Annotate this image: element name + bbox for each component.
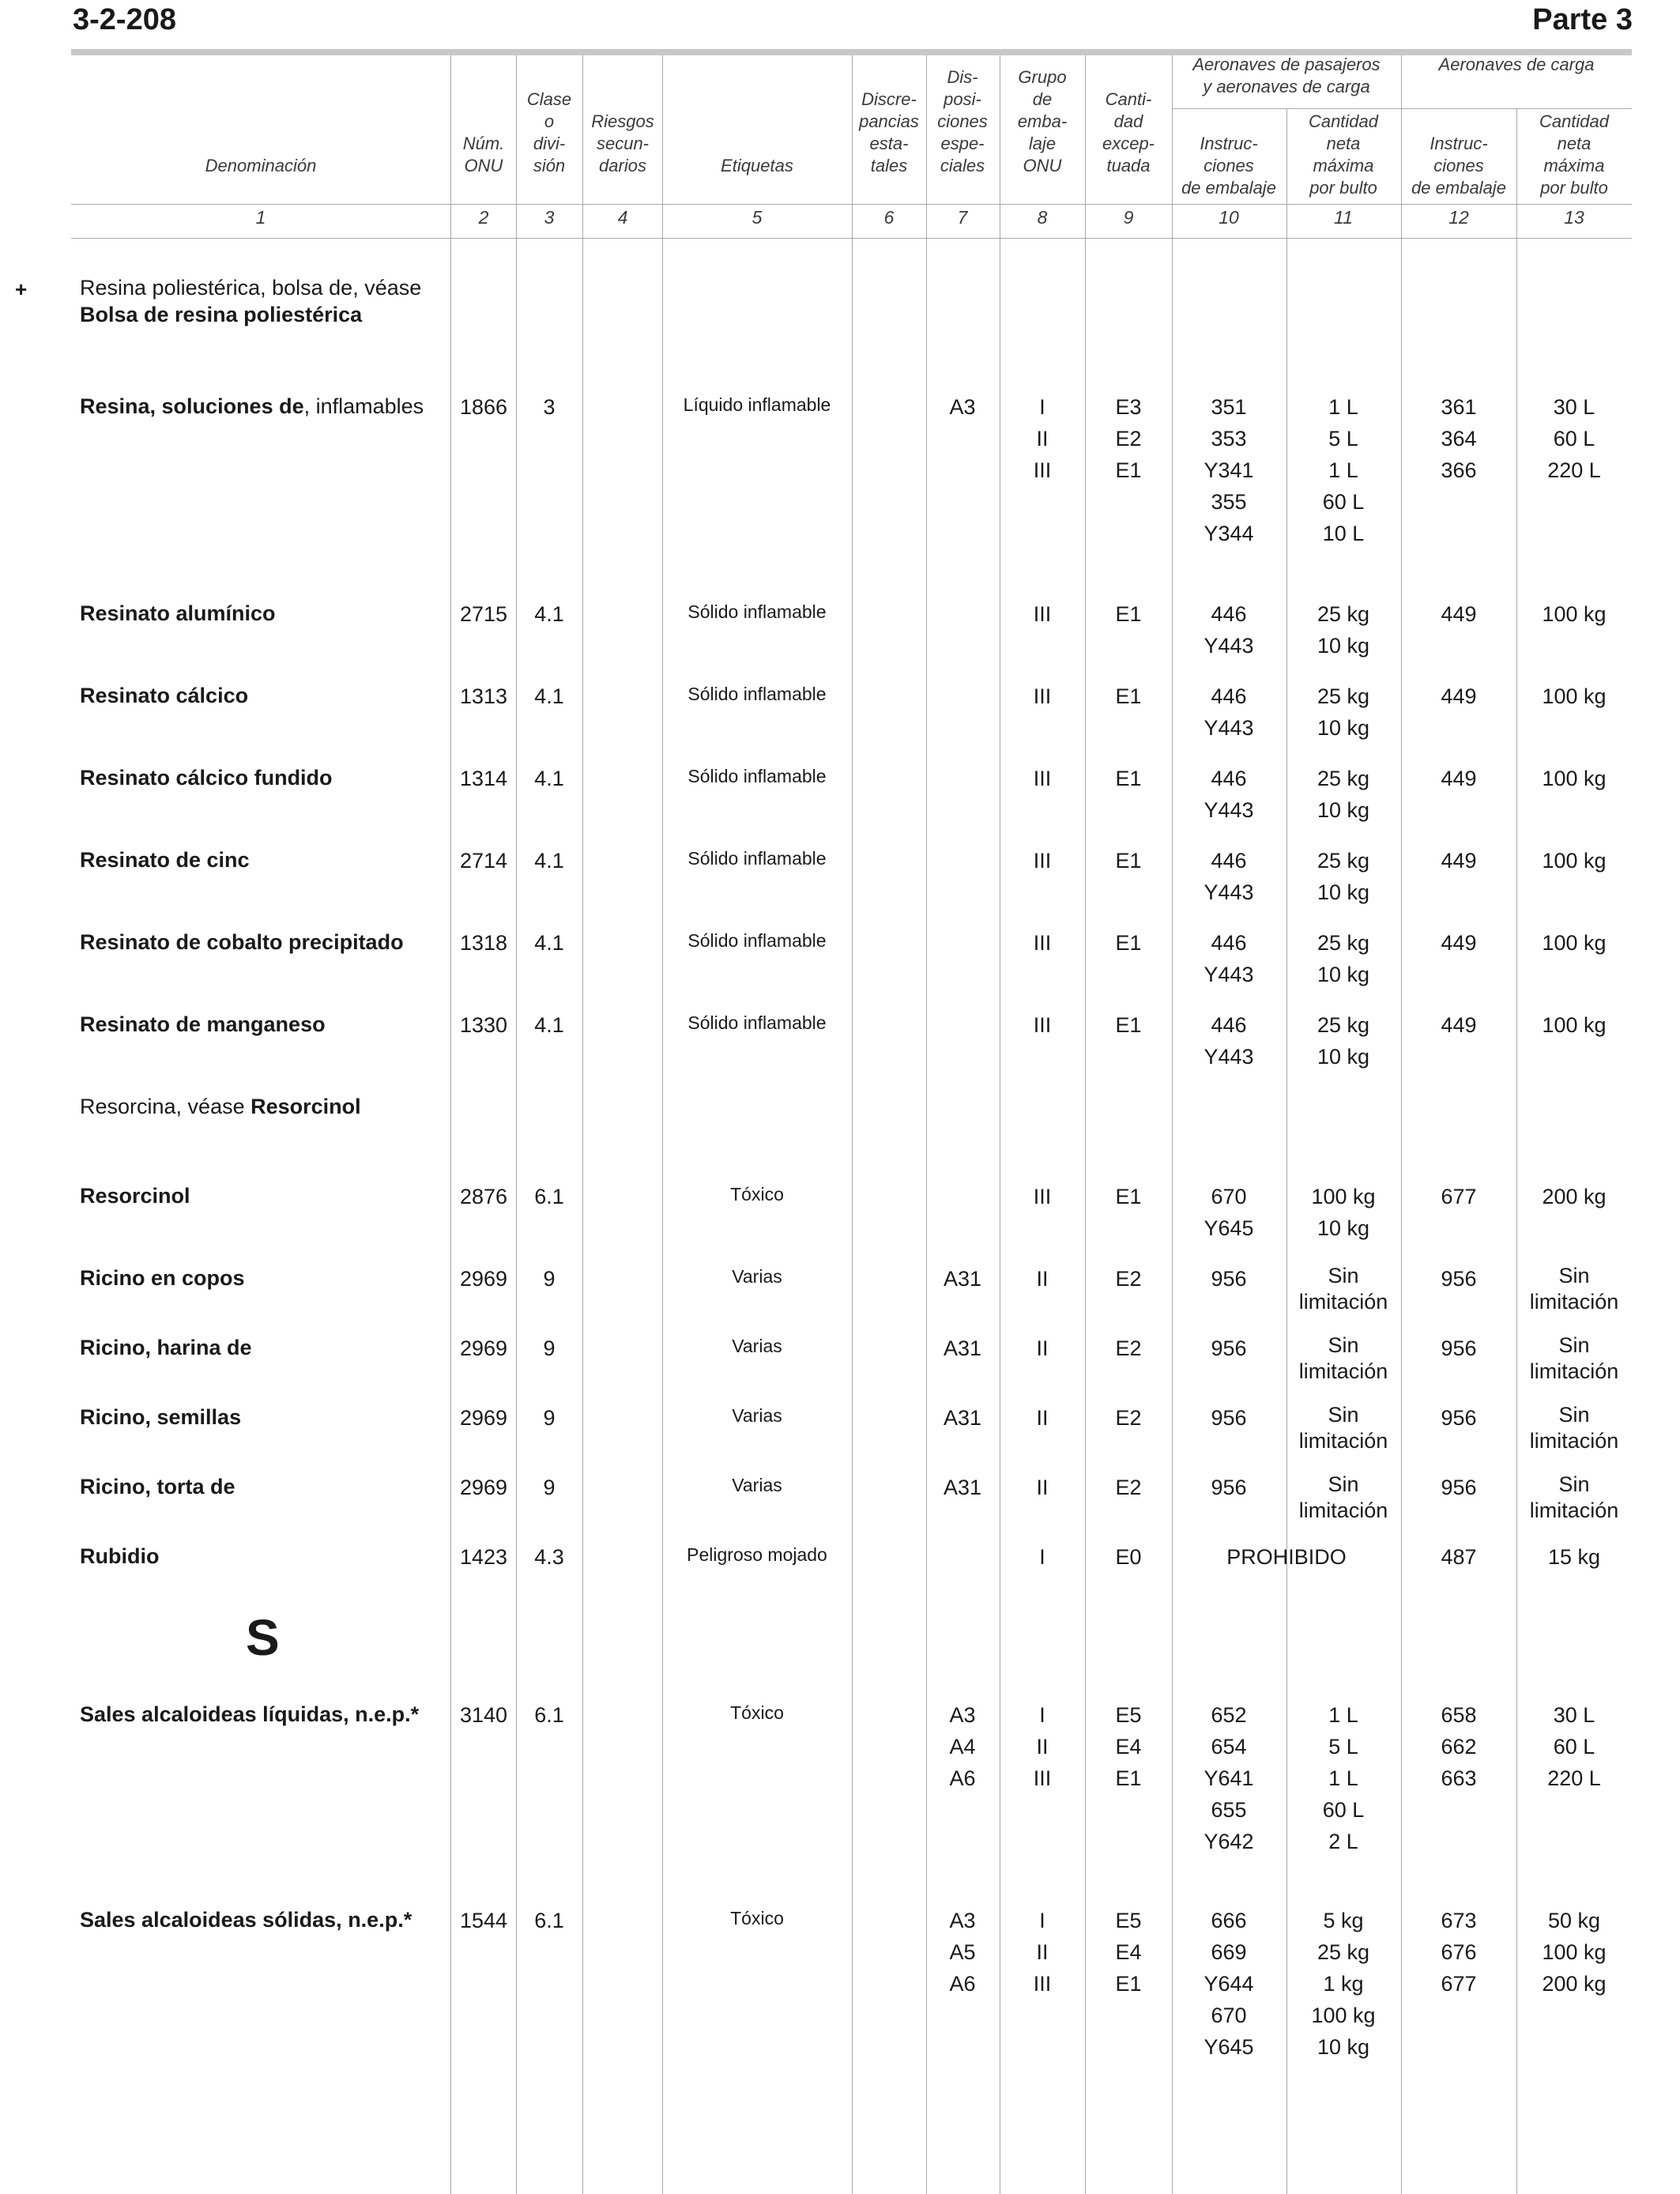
passenger-max-quantity: 25 kg 10 kg — [1317, 602, 1370, 658]
label: Varias — [732, 1475, 782, 1495]
header-c3: Clase o divi- sión — [526, 89, 572, 175]
column-number: 5 — [751, 207, 763, 228]
packing-group: II — [1036, 1267, 1049, 1291]
packing-group: I II III — [1033, 1703, 1052, 1790]
label: Tóxico — [730, 1702, 784, 1723]
passenger-max-quantity: Sin limitación — [1298, 1333, 1388, 1383]
cargo-max-quantity: 100 kg — [1542, 849, 1607, 873]
label: Líquido inflamable — [683, 394, 831, 415]
passenger-max-quantity: Sin limitación — [1298, 1264, 1388, 1314]
passenger-max-quantity: 25 kg 10 kg — [1317, 684, 1370, 740]
un-number: 2715 — [459, 602, 508, 626]
class-division: 6.1 — [534, 1703, 564, 1727]
passenger-max-quantity: 25 kg 10 kg — [1317, 931, 1370, 986]
label: Varias — [732, 1405, 782, 1426]
cargo-max-quantity: 100 kg — [1542, 602, 1607, 626]
excepted-quantity: E1 — [1115, 602, 1142, 626]
header-c13: Cantidad neta máxima por bulto — [1539, 111, 1610, 198]
cargo-packing-instruction: 449 — [1441, 1013, 1477, 1037]
class-division: 6.1 — [534, 1185, 564, 1208]
excepted-quantity: E2 — [1115, 1267, 1142, 1291]
special-provisions: A3 A5 A6 — [949, 1909, 976, 1996]
row-divider — [71, 204, 1632, 205]
passenger-packing-instruction: 956 — [1211, 1336, 1247, 1360]
un-number: 1866 — [459, 395, 508, 419]
packing-group: I II III — [1033, 1909, 1052, 1996]
label: Peligroso mojado — [687, 1544, 827, 1565]
column-divider — [1401, 55, 1402, 2194]
label: Sólido inflamable — [687, 930, 827, 951]
special-provisions: A31 — [943, 1267, 982, 1291]
packing-group: II — [1036, 1406, 1049, 1430]
header-c1: Denominación — [205, 156, 317, 175]
substance-name: Resinato cálcico fundido — [80, 766, 333, 790]
passenger-packing-instruction: 446 Y443 — [1203, 684, 1254, 740]
cargo-packing-instruction: 677 — [1441, 1185, 1477, 1208]
cargo-packing-instruction: 361 364 366 — [1441, 395, 1477, 482]
substance-name: Ricino, semillas — [80, 1405, 242, 1429]
cargo-packing-instruction: 956 — [1441, 1406, 1477, 1430]
class-division: 9 — [543, 1476, 556, 1499]
excepted-quantity: E1 — [1115, 684, 1142, 708]
substance-name: Resinato de cinc — [80, 848, 250, 872]
cargo-max-quantity: Sin limitación — [1529, 1472, 1619, 1522]
substance-name: Resorcina, véase Resorcinol — [80, 1095, 361, 1118]
class-division: 9 — [543, 1406, 556, 1430]
substance-name: Sales alcaloideas sólidas, n.e.p.* — [80, 1908, 412, 1932]
un-number: 1544 — [459, 1909, 508, 1932]
header-c6: Discre- pancias esta- tales — [859, 89, 919, 175]
cargo-packing-instruction: 673 676 677 — [1441, 1909, 1477, 1996]
prohibited: PROHIBIDO — [1226, 1545, 1347, 1569]
section-letter: S — [246, 1609, 280, 1666]
packing-group: I — [1039, 1545, 1045, 1569]
cargo-packing-instruction: 956 — [1441, 1336, 1477, 1360]
excepted-quantity: E2 — [1115, 1336, 1142, 1360]
substance-name: Resinato de cobalto precipitado — [80, 930, 404, 954]
passenger-max-quantity: 25 kg 10 kg — [1317, 767, 1370, 822]
label: Varias — [732, 1266, 782, 1287]
excepted-quantity: E0 — [1115, 1545, 1142, 1569]
passenger-packing-instruction: 956 — [1211, 1267, 1247, 1291]
label: Tóxico — [730, 1184, 784, 1204]
special-provisions: A31 — [943, 1406, 982, 1430]
header-c7: Dis- posi- ciones espe- ciales — [937, 67, 988, 175]
un-number: 2969 — [459, 1476, 508, 1499]
un-number: 1318 — [459, 931, 508, 955]
cargo-packing-instruction: 449 — [1441, 684, 1477, 708]
special-provisions: A31 — [943, 1336, 982, 1360]
label: Sólido inflamable — [687, 1012, 827, 1033]
column-number: 13 — [1564, 207, 1584, 228]
column-number: 6 — [883, 207, 895, 228]
header-c12: Instruc- ciones de embalaje — [1411, 134, 1506, 198]
excepted-quantity: E1 — [1115, 849, 1142, 873]
passenger-packing-instruction: 956 — [1211, 1406, 1247, 1430]
packing-group: III — [1033, 602, 1052, 626]
passenger-packing-instruction: 956 — [1211, 1476, 1247, 1499]
header-cargo-group: Aeronaves de carga — [1438, 55, 1595, 74]
passenger-packing-instruction: 652 654 Y641 655 Y642 — [1203, 1703, 1254, 1853]
excepted-quantity: E5 E4 E1 — [1115, 1909, 1142, 1996]
column-number: 7 — [957, 207, 968, 228]
packing-group: III — [1033, 767, 1052, 790]
passenger-max-quantity: 1 L 5 L 1 L 60 L 10 L — [1322, 395, 1365, 545]
column-number: 9 — [1123, 207, 1134, 228]
column-divider — [1085, 55, 1086, 2194]
cargo-packing-instruction: 449 — [1441, 767, 1477, 790]
change-marker: + — [15, 277, 28, 301]
header-c9: Canti- dad excep- tuada — [1102, 89, 1155, 175]
un-number: 2969 — [459, 1267, 508, 1291]
header-c2: Núm. ONU — [462, 134, 505, 175]
passenger-max-quantity: 1 L 5 L 1 L 60 L 2 L — [1322, 1703, 1365, 1853]
cargo-max-quantity: Sin limitación — [1529, 1403, 1619, 1453]
cargo-max-quantity: 100 kg — [1542, 684, 1607, 708]
excepted-quantity: E3 E2 E1 — [1115, 395, 1142, 482]
passenger-packing-instruction: 351 353 Y341 355 Y344 — [1203, 395, 1254, 545]
passenger-max-quantity: Sin limitación — [1298, 1403, 1388, 1453]
class-division: 9 — [543, 1267, 556, 1291]
un-number: 2969 — [459, 1406, 508, 1430]
header-c11: Cantidad neta máxima por bulto — [1308, 111, 1379, 198]
substance-name: Ricino, harina de — [80, 1336, 252, 1359]
substance-name: Rubidio — [80, 1544, 160, 1568]
packing-group: III — [1033, 931, 1052, 955]
header-passenger-group: Aeronaves de pasajeros y aeronaves de carga — [1192, 55, 1381, 96]
special-provisions: A3 — [949, 395, 976, 419]
excepted-quantity: E1 — [1115, 767, 1142, 790]
excepted-quantity: E1 — [1115, 1185, 1142, 1208]
cargo-max-quantity: Sin limitación — [1529, 1264, 1619, 1314]
cargo-max-quantity: 50 kg 100 kg 200 kg — [1542, 1909, 1607, 1996]
packing-group: I II III — [1033, 395, 1052, 482]
cargo-packing-instruction: 956 — [1441, 1476, 1477, 1499]
passenger-packing-instruction: 670 Y645 — [1203, 1185, 1254, 1240]
passenger-packing-instruction: 446 Y443 — [1203, 767, 1254, 822]
column-number: 4 — [617, 207, 628, 228]
packing-group: III — [1033, 849, 1052, 873]
packing-group: II — [1036, 1336, 1049, 1360]
page-header — [71, 0, 1633, 47]
excepted-quantity: E5 E4 E1 — [1115, 1703, 1142, 1790]
passenger-packing-instruction: 446 Y443 — [1203, 931, 1254, 986]
row-divider — [71, 238, 1632, 239]
column-number: 1 — [255, 207, 266, 228]
substance-name: Resinato alumínico — [80, 601, 276, 625]
column-divider — [516, 55, 517, 2194]
header-c4: Riesgos secun- darios — [591, 111, 654, 175]
excepted-quantity: E2 — [1115, 1476, 1142, 1499]
class-division: 4.1 — [534, 1013, 564, 1037]
cargo-packing-instruction: 449 — [1441, 602, 1477, 626]
cargo-max-quantity: 30 L 60 L 220 L — [1547, 395, 1601, 482]
excepted-quantity: E2 — [1115, 1406, 1142, 1430]
cargo-max-quantity: 100 kg — [1542, 931, 1607, 955]
column-number: 8 — [1037, 207, 1048, 228]
label: Varias — [732, 1336, 782, 1356]
packing-group: II — [1036, 1476, 1049, 1499]
substance-name: Resinato cálcico — [80, 684, 249, 707]
passenger-packing-instruction: 666 669 Y644 670 Y645 — [1203, 1909, 1254, 2059]
label: Sólido inflamable — [687, 601, 827, 622]
header-c5: Etiquetas — [721, 156, 793, 175]
class-division: 4.3 — [534, 1545, 564, 1569]
header-c10: Instruc- ciones de embalaje — [1181, 134, 1276, 198]
column-divider — [450, 55, 451, 2194]
class-division: 9 — [543, 1336, 556, 1360]
column-divider — [926, 55, 927, 2194]
special-provisions: A3 A4 A6 — [949, 1703, 976, 1790]
column-number: 2 — [478, 207, 489, 228]
column-divider — [1172, 55, 1173, 2194]
substance-name: Ricino, torta de — [80, 1475, 235, 1498]
substance-name: Resina poliestérica, bolsa de, véase Bolsa de resina poliestérica — [80, 276, 422, 326]
substance-name: Resina, soluciones de, inflamables — [80, 394, 424, 418]
un-number: 1330 — [459, 1013, 508, 1037]
row-divider — [1172, 108, 1632, 109]
packing-group: III — [1033, 684, 1052, 708]
class-division: 3 — [543, 395, 556, 419]
substance-name: Ricino en copos — [80, 1266, 245, 1290]
class-division: 4.1 — [534, 767, 564, 790]
substance-name: Resorcinol — [80, 1184, 190, 1208]
column-number: 10 — [1219, 207, 1239, 228]
label: Tóxico — [730, 1908, 784, 1928]
substance-name: Resinato de manganeso — [80, 1012, 326, 1036]
passenger-packing-instruction: 446 Y443 — [1203, 602, 1254, 658]
un-number: 3140 — [459, 1703, 508, 1727]
un-number: 1314 — [459, 767, 508, 790]
passenger-max-quantity: 25 kg 10 kg — [1317, 1013, 1370, 1069]
class-division: 4.1 — [534, 602, 564, 626]
cargo-packing-instruction: 487 — [1441, 1545, 1477, 1569]
column-number: 12 — [1448, 207, 1469, 228]
passenger-packing-instruction: 446 Y443 — [1203, 849, 1254, 904]
excepted-quantity: E1 — [1115, 1013, 1142, 1037]
un-number: 1313 — [459, 684, 508, 708]
substance-name: Sales alcaloideas líquidas, n.e.p.* — [80, 1702, 420, 1726]
class-division: 4.1 — [534, 684, 564, 708]
cargo-packing-instruction: 658 662 663 — [1441, 1703, 1477, 1790]
un-number: 1423 — [459, 1545, 508, 1569]
column-divider — [852, 55, 853, 2194]
cargo-max-quantity: Sin limitación — [1529, 1333, 1619, 1383]
header-c8: Grupo de emba- laje ONU — [1017, 67, 1068, 175]
special-provisions: A31 — [943, 1476, 982, 1499]
class-division: 6.1 — [534, 1909, 564, 1932]
passenger-max-quantity: Sin limitación — [1298, 1472, 1388, 1522]
packing-group: III — [1033, 1185, 1052, 1208]
excepted-quantity: E1 — [1115, 931, 1142, 955]
passenger-packing-instruction: 446 Y443 — [1203, 1013, 1254, 1069]
column-number: 3 — [544, 207, 555, 228]
cargo-max-quantity: 100 kg — [1542, 767, 1607, 790]
class-division: 4.1 — [534, 849, 564, 873]
cargo-packing-instruction: 449 — [1441, 849, 1477, 873]
part-label: Parte 3 — [1532, 3, 1633, 36]
un-number: 2969 — [459, 1336, 508, 1360]
page-number: 3-2-208 — [73, 3, 176, 36]
column-divider — [582, 55, 583, 2194]
label: Sólido inflamable — [687, 848, 827, 869]
un-number: 2714 — [459, 849, 508, 873]
un-number: 2876 — [459, 1185, 508, 1208]
cargo-packing-instruction: 449 — [1441, 931, 1477, 955]
label: Sólido inflamable — [687, 766, 827, 786]
cargo-packing-instruction: 956 — [1441, 1267, 1477, 1291]
cargo-max-quantity: 15 kg — [1547, 1545, 1601, 1569]
passenger-max-quantity: 100 kg 10 kg — [1311, 1185, 1376, 1240]
column-number: 11 — [1334, 207, 1353, 228]
cargo-max-quantity: 100 kg — [1542, 1013, 1607, 1037]
cargo-max-quantity: 30 L 60 L 220 L — [1547, 1703, 1601, 1790]
label: Sólido inflamable — [687, 684, 827, 704]
class-division: 4.1 — [534, 931, 564, 955]
passenger-max-quantity: 25 kg 10 kg — [1317, 849, 1370, 904]
column-divider — [662, 55, 663, 2194]
cargo-max-quantity: 200 kg — [1542, 1185, 1607, 1208]
packing-group: III — [1033, 1013, 1052, 1037]
passenger-max-quantity: 5 kg 25 kg 1 kg 100 kg 10 kg — [1311, 1909, 1376, 2059]
